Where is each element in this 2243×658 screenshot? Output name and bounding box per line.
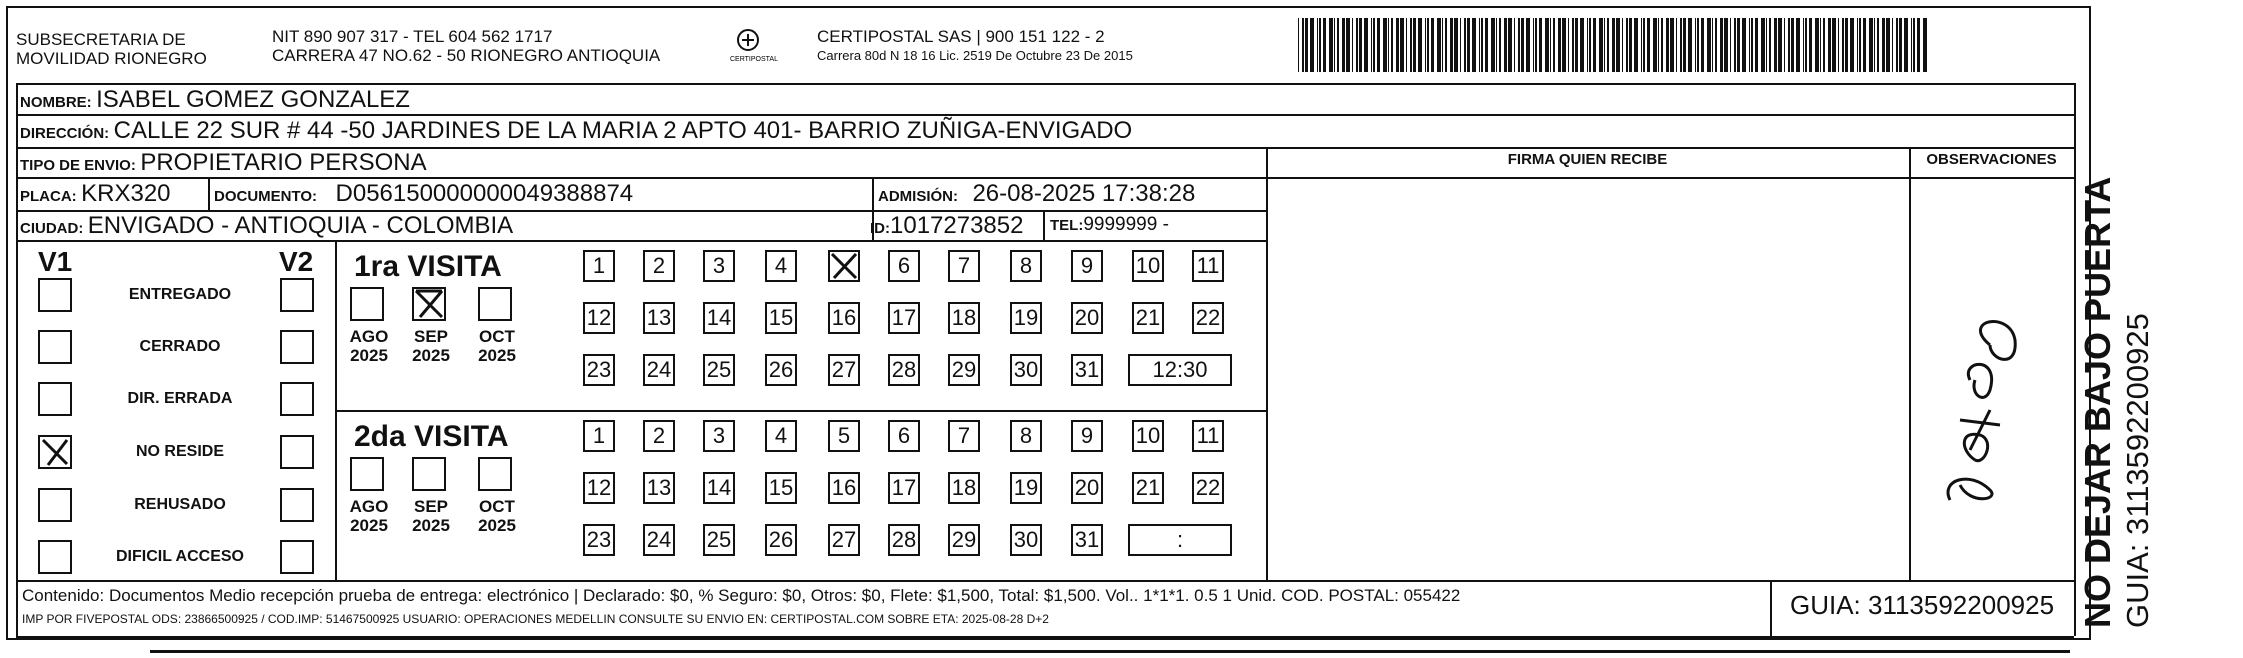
day-box[interactable]: 15 bbox=[765, 302, 797, 334]
carrier-block bbox=[817, 27, 1133, 65]
month-year: 2025 bbox=[412, 346, 450, 365]
day-box[interactable]: 26 bbox=[765, 354, 797, 386]
status-label: ENTREGADO bbox=[128, 286, 232, 303]
day-box[interactable]: 27 bbox=[828, 524, 860, 556]
placa-cell bbox=[20, 180, 171, 208]
day-box[interactable]: 30 bbox=[1010, 354, 1042, 386]
carrier-line-1: CERTIPOSTAL SAS | 900 151 122 - 2 bbox=[817, 27, 1105, 46]
side-guia: GUIA: 3113592200925 bbox=[2120, 313, 2155, 628]
month-checkbox[interactable] bbox=[350, 457, 384, 491]
tipo-row bbox=[20, 149, 427, 177]
footer-content-line: Contenido: Documentos Medio recepción prueba de entrega: electrónico | Declarado: $0, % Seguro: $0, Otros: $0, Flete: $1,500, Total: $1,500. Vol.. 1*1*1. 0.5 1 Unid. COD. POSTAL: 055422 bbox=[22, 586, 1461, 605]
v1-checkbox[interactable] bbox=[38, 435, 72, 469]
tipo-value: PROPIETARIO PERSONA bbox=[140, 149, 427, 176]
status-label: REHUSADO bbox=[134, 496, 226, 513]
day-box[interactable]: 17 bbox=[888, 472, 920, 504]
month-year: 2025 bbox=[478, 346, 516, 365]
day-box[interactable]: 4 bbox=[765, 420, 797, 452]
month-checkbox[interactable] bbox=[412, 457, 446, 491]
ciudad-value: ENVIGADO - ANTIOQUIA - COLOMBIA bbox=[87, 212, 514, 239]
firma-header: FIRMA QUIEN RECIBE bbox=[1507, 151, 1668, 168]
sender-block bbox=[16, 30, 207, 68]
day-box[interactable] bbox=[828, 250, 860, 282]
nombre-value: ISABEL GOMEZ GONZALEZ bbox=[96, 86, 410, 113]
tel-label: TEL: bbox=[1050, 217, 1084, 234]
nombre-label: NOMBRE: bbox=[20, 94, 92, 111]
v1-checkbox[interactable] bbox=[38, 278, 72, 312]
v1-header: V1 bbox=[38, 246, 73, 277]
admision-label: ADMISIÓN: bbox=[878, 188, 958, 205]
day-box[interactable]: 21 bbox=[1132, 302, 1164, 334]
v1-checkbox[interactable] bbox=[38, 540, 72, 574]
direccion-row bbox=[20, 117, 1132, 145]
side-warning: NO DEJAR BAJO PUERTA bbox=[2077, 176, 2118, 628]
day-box[interactable]: 5 bbox=[828, 420, 860, 452]
month-checkbox[interactable] bbox=[350, 287, 384, 321]
nit-line-1: NIT 890 907 317 - TEL 604 562 1717 bbox=[272, 27, 553, 46]
day-box[interactable]: 10 bbox=[1132, 420, 1164, 452]
month-checkbox[interactable] bbox=[478, 457, 512, 491]
v1-checkbox[interactable] bbox=[38, 488, 72, 522]
second-visit-title: 2da VISITA bbox=[354, 420, 509, 453]
ciudad-label: CIUDAD: bbox=[20, 220, 84, 237]
month-label bbox=[406, 497, 456, 535]
id-cell bbox=[870, 212, 1023, 240]
day-box[interactable]: 24 bbox=[643, 524, 675, 556]
v1-checkbox[interactable] bbox=[38, 382, 72, 416]
status-label: DIR. ERRADA bbox=[127, 390, 233, 407]
day-box[interactable]: 29 bbox=[948, 354, 980, 386]
observaciones-header: OBSERVACIONES bbox=[1926, 151, 2057, 168]
id-label: ID: bbox=[870, 220, 890, 237]
v2-checkbox[interactable] bbox=[280, 330, 314, 364]
day-box[interactable]: 6 bbox=[888, 420, 920, 452]
direccion-value: CALLE 22 SUR # 44 -50 JARDINES DE LA MARIA 2 APTO 401- BARRIO ZUÑIGA-ENVIGADO bbox=[113, 117, 1133, 144]
day-box[interactable]: 26 bbox=[765, 524, 797, 556]
day-box[interactable]: 8 bbox=[1010, 420, 1042, 452]
day-box[interactable]: 27 bbox=[828, 354, 860, 386]
day-box[interactable]: 15 bbox=[765, 472, 797, 504]
admision-cell bbox=[878, 180, 1195, 208]
certipostal-logo-icon bbox=[728, 26, 778, 64]
month-name: SEP bbox=[413, 497, 449, 516]
id-value: 1017273852 bbox=[890, 212, 1024, 239]
day-box[interactable]: 31 bbox=[1071, 524, 1103, 556]
v2-checkbox[interactable] bbox=[280, 540, 314, 574]
nit-line-2: CARRERA 47 NO.62 - 50 RIONEGRO ANTIOQUIA bbox=[272, 46, 661, 65]
barcode-icon bbox=[1298, 18, 1934, 72]
day-box[interactable]: 1 bbox=[583, 250, 615, 282]
day-box[interactable]: 28 bbox=[888, 354, 920, 386]
day-box[interactable]: 10 bbox=[1132, 250, 1164, 282]
month-year: 2025 bbox=[350, 516, 388, 535]
status-label: DIFICIL ACCESO bbox=[115, 548, 244, 565]
sender-line-1: SUBSECRETARIA DE bbox=[16, 30, 186, 49]
day-box[interactable]: 12 bbox=[583, 472, 615, 504]
nit-block bbox=[272, 27, 660, 65]
v2-checkbox[interactable] bbox=[280, 278, 314, 312]
tipo-label: TIPO DE ENVIO: bbox=[20, 157, 136, 174]
day-box[interactable]: 25 bbox=[703, 354, 735, 386]
first-visit-title: 1ra VISITA bbox=[354, 250, 502, 283]
month-name: SEP bbox=[413, 327, 449, 346]
day-box[interactable]: 31 bbox=[1071, 354, 1103, 386]
month-label bbox=[344, 497, 394, 535]
handwritten-signature bbox=[1930, 300, 2050, 520]
day-box[interactable]: 1 bbox=[583, 420, 615, 452]
month-year: 2025 bbox=[350, 346, 388, 365]
v1-checkbox[interactable] bbox=[38, 330, 72, 364]
v2-checkbox[interactable] bbox=[280, 382, 314, 416]
month-name: OCT bbox=[479, 497, 515, 516]
day-box[interactable]: 22 bbox=[1192, 472, 1224, 504]
day-box[interactable]: 9 bbox=[1071, 250, 1103, 282]
day-box[interactable]: 23 bbox=[583, 524, 615, 556]
day-box[interactable]: 6 bbox=[888, 250, 920, 282]
day-box[interactable]: 20 bbox=[1071, 472, 1103, 504]
time-box[interactable]: : bbox=[1128, 524, 1232, 556]
nombre-row bbox=[20, 86, 410, 114]
day-box[interactable]: 14 bbox=[703, 302, 735, 334]
day-box[interactable]: 11 bbox=[1192, 250, 1224, 282]
day-box[interactable]: 3 bbox=[703, 250, 735, 282]
day-box[interactable]: 24 bbox=[643, 354, 675, 386]
time-box[interactable]: 12:30 bbox=[1128, 354, 1232, 386]
day-box[interactable]: 19 bbox=[1010, 302, 1042, 334]
month-label bbox=[472, 327, 522, 365]
placa-label: PLACA: bbox=[20, 188, 77, 205]
carrier-line-2: Carrera 80d N 18 16 Lic. 2519 De Octubre 23 De 2015 bbox=[817, 48, 1133, 63]
documento-value: D056150000000049388874 bbox=[335, 180, 634, 207]
day-box[interactable]: 17 bbox=[888, 302, 920, 334]
day-box[interactable]: 25 bbox=[703, 524, 735, 556]
day-box[interactable]: 20 bbox=[1071, 302, 1103, 334]
day-box[interactable]: 2 bbox=[643, 250, 675, 282]
day-box[interactable]: 28 bbox=[888, 524, 920, 556]
placa-value: KRX320 bbox=[81, 180, 171, 207]
day-box[interactable]: 22 bbox=[1192, 302, 1224, 334]
day-box[interactable]: 8 bbox=[1010, 250, 1042, 282]
documento-label: DOCUMENTO: bbox=[214, 188, 318, 205]
tel-value: 9999999 - bbox=[1083, 214, 1169, 235]
day-box[interactable]: 16 bbox=[828, 302, 860, 334]
day-box[interactable]: 7 bbox=[948, 420, 980, 452]
documento-cell bbox=[214, 180, 633, 208]
day-box[interactable]: 18 bbox=[948, 472, 980, 504]
day-box[interactable]: 18 bbox=[948, 302, 980, 334]
month-year: 2025 bbox=[478, 516, 516, 535]
v2-checkbox[interactable] bbox=[280, 435, 314, 469]
day-box[interactable]: 21 bbox=[1132, 472, 1164, 504]
month-checkbox[interactable] bbox=[412, 287, 446, 321]
logo-text: CERTIPOSTAL bbox=[730, 56, 778, 63]
month-label bbox=[406, 327, 456, 365]
footer-guia: GUIA: 3113592200925 bbox=[1789, 590, 2055, 620]
month-year: 2025 bbox=[412, 516, 450, 535]
day-box[interactable]: 23 bbox=[583, 354, 615, 386]
status-label: NO RESIDE bbox=[135, 443, 224, 460]
day-box[interactable]: 4 bbox=[765, 250, 797, 282]
side-vertical-text bbox=[2076, 108, 2216, 628]
day-box[interactable]: 29 bbox=[948, 524, 980, 556]
status-label: CERRADO bbox=[139, 338, 221, 355]
month-name: OCT bbox=[479, 327, 515, 346]
day-box[interactable]: 2 bbox=[643, 420, 675, 452]
admision-value: 26-08-2025 17:38:28 bbox=[972, 180, 1196, 207]
day-box[interactable]: 12 bbox=[583, 302, 615, 334]
day-box[interactable]: 16 bbox=[828, 472, 860, 504]
day-box[interactable]: 14 bbox=[703, 472, 735, 504]
ciudad-cell bbox=[20, 212, 513, 240]
v2-header: V2 bbox=[279, 246, 314, 277]
day-box[interactable]: 13 bbox=[643, 302, 675, 334]
month-label bbox=[344, 327, 394, 365]
day-box[interactable]: 9 bbox=[1071, 420, 1103, 452]
direccion-label: DIRECCIÓN: bbox=[20, 125, 110, 142]
day-box[interactable]: 11 bbox=[1192, 420, 1224, 452]
month-name: AGO bbox=[349, 327, 389, 346]
footer-imp-line: IMP POR FIVEPOSTAL ODS: 23866500925 / COD.IMP: 51467500925 USUARIO: OPERACIONES MEDELLIN CONSULTE SU ENVIO EN: CERTIPOSTAL.COM SOBRE ETA: 2025-08-28 D+2 bbox=[22, 612, 1049, 626]
tel-cell bbox=[1050, 214, 1169, 236]
sender-line-2: MOVILIDAD RIONEGRO bbox=[16, 49, 207, 68]
day-box[interactable]: 7 bbox=[948, 250, 980, 282]
day-box[interactable]: 3 bbox=[703, 420, 735, 452]
month-label bbox=[472, 497, 522, 535]
v2-checkbox[interactable] bbox=[280, 488, 314, 522]
month-name: AGO bbox=[349, 497, 389, 516]
day-box[interactable]: 19 bbox=[1010, 472, 1042, 504]
month-checkbox[interactable] bbox=[478, 287, 512, 321]
day-box[interactable]: 13 bbox=[643, 472, 675, 504]
day-box[interactable]: 30 bbox=[1010, 524, 1042, 556]
